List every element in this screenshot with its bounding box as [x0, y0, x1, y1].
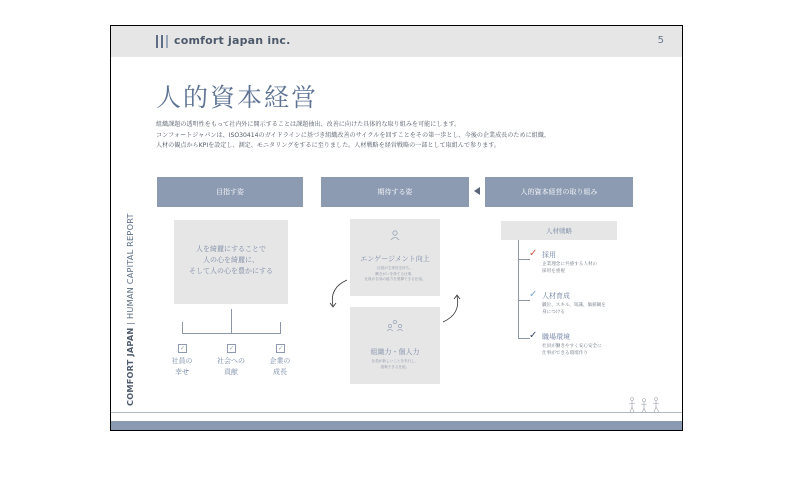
- desc-line: 仕事ができる環境作り: [542, 351, 588, 357]
- goal-society: [216, 356, 246, 378]
- initiative-desc: [542, 343, 602, 358]
- logo-mark-icon: [156, 35, 170, 48]
- vision-box: [174, 220, 288, 304]
- check-icon: ✓: [529, 248, 538, 259]
- desc-line: 職位、スキル、知識、価値観を: [542, 303, 606, 308]
- branch-line: [518, 300, 530, 301]
- goal-company: [265, 356, 295, 378]
- goal-line: 社員の: [171, 357, 193, 365]
- goal-line: 社会への: [217, 357, 245, 365]
- column-header-expected: 期待する姿: [321, 177, 469, 207]
- tree-connector: [280, 322, 281, 334]
- footer-bar: [111, 421, 682, 430]
- desc-line: 挑戦できる仕組。: [380, 364, 410, 369]
- column-header-vision: 目指す姿: [157, 177, 303, 207]
- desc-line: 身につける: [542, 310, 565, 316]
- vision-line: 人を綺麗にすることで: [196, 245, 266, 253]
- strategy-label: 人材戦略: [501, 221, 617, 240]
- initiative-desc: [542, 261, 597, 276]
- tree-connector: [231, 309, 232, 333]
- side-report-label: [125, 213, 135, 406]
- desc-line: 社員が新しいことを実行し、: [371, 359, 419, 363]
- page-title: 人的資本経営: [156, 83, 319, 112]
- side-label-rest: | HUMAN CAPITAL REPORT: [125, 213, 135, 328]
- check-box-icon: ✓: [179, 345, 186, 352]
- arrow-left-icon: [474, 187, 480, 195]
- desc-line: 社員が主体性を持ち、: [377, 266, 413, 270]
- tree-connector: [182, 333, 280, 334]
- goal-line: 成長: [273, 368, 287, 376]
- organization-title: 組織力・個人力: [370, 348, 420, 356]
- goal-employee: [167, 356, 197, 378]
- page-number: 5: [657, 35, 664, 46]
- footer-line: [111, 412, 682, 413]
- strategy-connector: [518, 240, 519, 338]
- engagement-title: エンゲージメント向上: [360, 255, 430, 263]
- intro-line: 組織課題の透明性をもって社内外に開示することは課題抽出、改善に向けた具体的な取り組みを可能にします。: [156, 121, 461, 128]
- check-box-icon: ✓: [277, 345, 284, 352]
- person-icon: [350, 229, 440, 244]
- desc-line: 採用を重視: [542, 269, 565, 275]
- side-label-bold: COMFORT JAPAN: [125, 327, 135, 406]
- organization-desc: [350, 359, 440, 370]
- branch-line: [518, 259, 530, 260]
- desc-line: 企業理念に共感する人材の: [542, 262, 598, 267]
- initiative-desc: [542, 302, 606, 317]
- vision-line: そして人の心を豊かにする: [189, 267, 273, 275]
- check-box-icon: ✓: [228, 345, 235, 352]
- initiative-title: 採用: [542, 251, 556, 259]
- column-header-initiatives: 人的資本経営の取り組み: [485, 177, 633, 207]
- header-bar: [111, 26, 682, 57]
- check-icon: ✓: [529, 330, 538, 341]
- intro-line: 人材の観点からKPIを設定し、測定、モニタリングをするに至りました。人材戦略を経営戦略の一部として取組んで参ります。: [156, 142, 501, 150]
- goal-line: 企業の: [269, 357, 291, 365]
- goal-line: 幸せ: [175, 368, 189, 376]
- tree-connector: [182, 322, 183, 334]
- intro-line: コンフォートジャパンは、ISO30414のガイドラインに基づき組織改善のサイクルを回すことをその第一歩とし、今後の企業成長のために組織、: [156, 131, 550, 139]
- logo-text: comfort japan inc.: [174, 34, 291, 47]
- cycle-arrows-icon: [325, 276, 465, 326]
- vision-text: [174, 244, 288, 277]
- vision-line: 人の心を綺麗に、: [203, 256, 259, 264]
- desc-line: 働きがいを持てる仕事、: [375, 271, 415, 276]
- initiative-title: 職場環境: [542, 333, 570, 341]
- desc-line: 社員が自身の能力を発揮できる仕組。: [364, 277, 426, 281]
- intro-text: [156, 120, 656, 152]
- initiative-title: 人材育成: [542, 292, 570, 300]
- goal-line: 貢献: [224, 368, 238, 376]
- desc-line: 社員が働きやすく安心安全に: [542, 344, 602, 349]
- slide: [110, 25, 683, 431]
- check-icon: ✓: [529, 289, 538, 300]
